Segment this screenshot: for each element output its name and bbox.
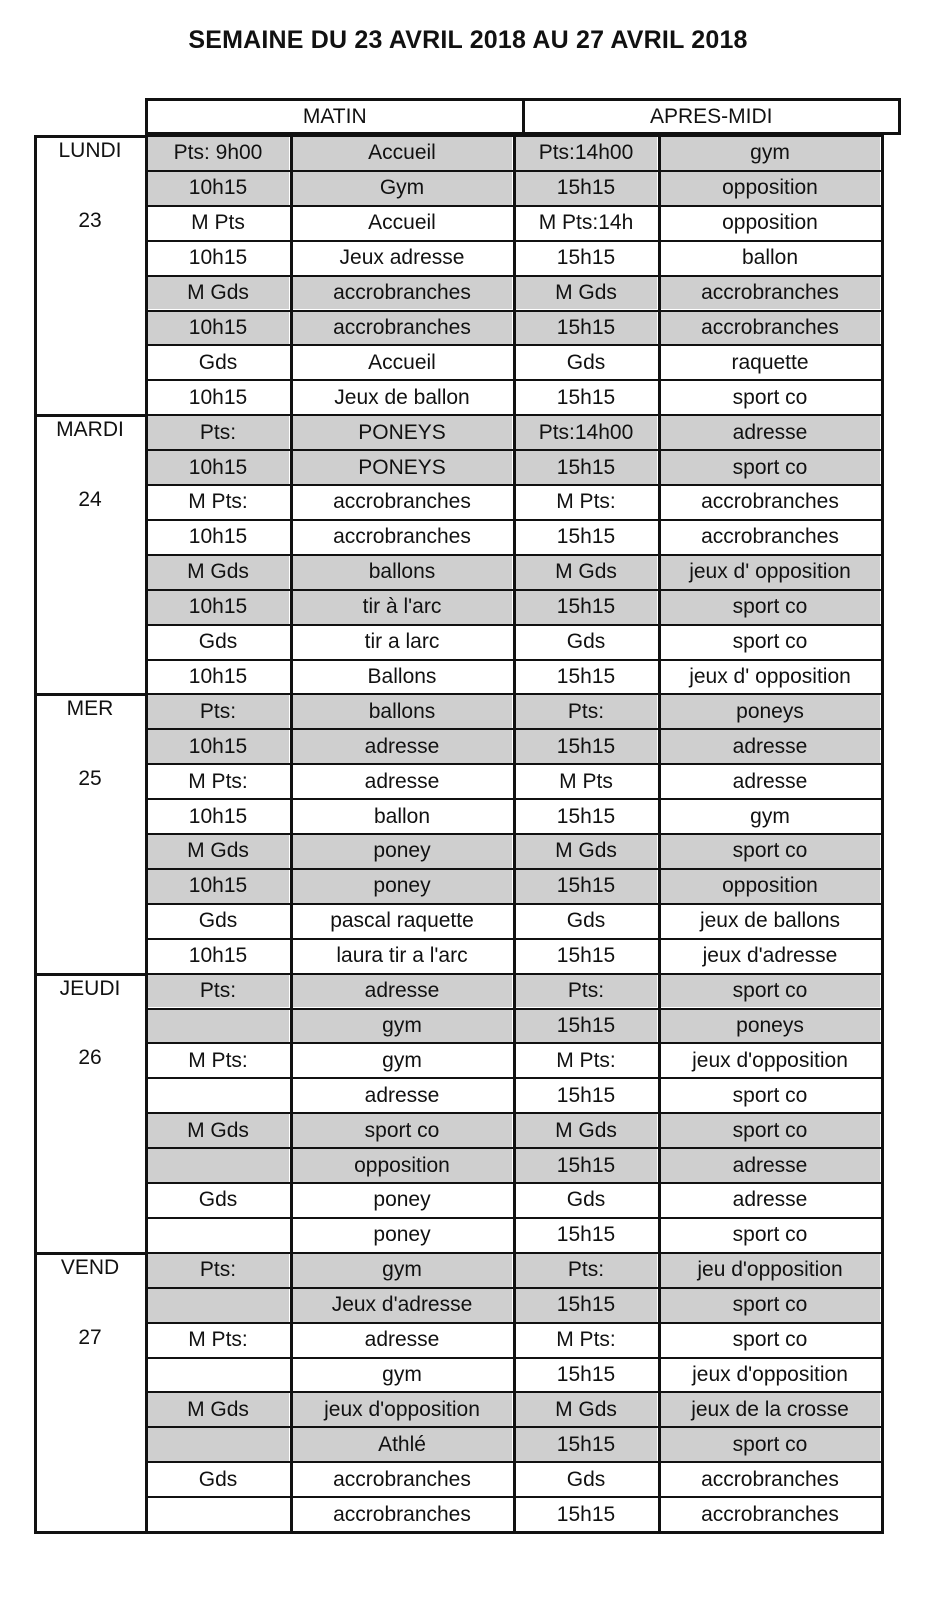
time-start-matin: 10h15 bbox=[147, 870, 289, 903]
time-start-matin: Pts: bbox=[147, 416, 289, 449]
activity-apres-midi: sport co bbox=[660, 835, 880, 868]
activity-matin: gym bbox=[382, 1362, 422, 1386]
time-start-apres-midi: M Gds bbox=[515, 277, 657, 310]
day-name: LUNDI bbox=[58, 139, 122, 162]
activity-apres-midi: adresse bbox=[660, 730, 880, 763]
time-start-matin bbox=[147, 1010, 289, 1043]
activity-apres-midi: jeux d'opposition bbox=[692, 1048, 848, 1072]
activity-apres-midi: jeux de la crosse bbox=[660, 1393, 880, 1426]
time-start-apres-midi: Gds bbox=[566, 350, 606, 374]
activity-matin: ballons bbox=[292, 695, 512, 728]
activity-apres-midi: jeux d' opposition bbox=[689, 664, 851, 688]
activity-apres-midi: accrobranches bbox=[660, 312, 880, 345]
activity-apres-midi: opposition bbox=[660, 172, 880, 205]
activity-apres-midi: sport co bbox=[732, 630, 808, 654]
time-start-apres-midi: 15h15 bbox=[515, 1010, 657, 1043]
activity-apres-midi: sport co bbox=[660, 1114, 880, 1147]
time-start-matin bbox=[147, 1359, 289, 1392]
time-start-matin: M Pts bbox=[191, 211, 245, 235]
activity-matin: accrobranches bbox=[333, 525, 471, 549]
activity-apres-midi: ballon bbox=[741, 246, 799, 270]
activity-apres-midi: sport co bbox=[660, 1428, 880, 1461]
day-name: MER bbox=[66, 697, 114, 721]
time-start-apres-midi: M Pts: bbox=[556, 490, 616, 514]
activity-matin: gym bbox=[292, 1010, 512, 1043]
page-title: SEMAINE DU 23 AVRIL 2018 AU 27 AVRIL 2018 bbox=[188, 26, 748, 54]
time-start-apres-midi: M Pts:14h bbox=[538, 211, 634, 235]
time-start-matin: M Gds bbox=[147, 1114, 289, 1147]
time-start-matin: 10h15 bbox=[147, 730, 289, 763]
time-start-apres-midi: Gds bbox=[566, 909, 606, 933]
day-separator bbox=[34, 414, 145, 417]
activity-apres-midi: poneys bbox=[660, 1010, 880, 1043]
column-border bbox=[881, 135, 884, 1533]
day-separator bbox=[34, 693, 145, 696]
time-start-apres-midi: Pts: bbox=[515, 695, 657, 728]
activity-apres-midi: sport co bbox=[732, 1223, 808, 1247]
activity-apres-midi: opposition bbox=[660, 870, 880, 903]
time-start-matin: 10h15 bbox=[188, 664, 248, 688]
activity-apres-midi: jeux d'adresse bbox=[702, 944, 838, 968]
time-start-apres-midi: 15h15 bbox=[515, 1149, 657, 1182]
time-start-matin: M Gds bbox=[147, 835, 289, 868]
column-border bbox=[145, 135, 148, 1533]
day-number: 25 bbox=[78, 767, 102, 791]
day-separator bbox=[34, 135, 145, 138]
time-start-apres-midi: 15h15 bbox=[515, 451, 657, 484]
time-start-matin: Pts: bbox=[147, 1254, 289, 1287]
activity-matin: adresse bbox=[364, 769, 440, 793]
activity-matin: opposition bbox=[292, 1149, 512, 1182]
time-start-matin: 10h15 bbox=[188, 385, 248, 409]
time-start-apres-midi: M Gds bbox=[515, 556, 657, 589]
time-start-apres-midi: M Pts bbox=[559, 769, 613, 793]
time-start-apres-midi: 15h15 bbox=[556, 385, 616, 409]
activity-apres-midi: sport co bbox=[660, 451, 880, 484]
activity-matin: Accueil bbox=[368, 350, 436, 374]
time-start-matin: 10h15 bbox=[188, 944, 248, 968]
time-start-apres-midi: 15h15 bbox=[515, 172, 657, 205]
activity-apres-midi: jeux d'opposition bbox=[692, 1362, 848, 1386]
time-start-apres-midi: 15h15 bbox=[515, 312, 657, 345]
time-start-apres-midi: M Gds bbox=[515, 835, 657, 868]
time-start-matin: Pts: bbox=[147, 975, 289, 1008]
time-start-apres-midi: 15h15 bbox=[515, 591, 657, 624]
table-bottom-border bbox=[34, 1531, 884, 1534]
activity-matin: laura tir a l'arc bbox=[336, 944, 468, 968]
time-start-apres-midi: 15h15 bbox=[556, 944, 616, 968]
time-start-matin: Gds bbox=[198, 630, 238, 654]
time-start-matin bbox=[147, 1219, 289, 1252]
activity-apres-midi: jeu d'opposition bbox=[660, 1254, 880, 1287]
time-start-matin bbox=[147, 1289, 289, 1322]
time-start-apres-midi: Gds bbox=[566, 630, 606, 654]
activity-matin: adresse bbox=[292, 975, 512, 1008]
time-start-matin: M Pts: bbox=[188, 1328, 248, 1352]
time-start-apres-midi: Pts: bbox=[515, 975, 657, 1008]
time-start-matin: 10h15 bbox=[147, 591, 289, 624]
time-start-apres-midi: M Pts: bbox=[556, 1048, 616, 1072]
activity-matin: accrobranches bbox=[292, 277, 512, 310]
time-start-matin: 10h15 bbox=[188, 246, 248, 270]
time-start-apres-midi: M Gds bbox=[515, 1393, 657, 1426]
table-header bbox=[145, 98, 901, 135]
activity-matin: adresse bbox=[364, 1328, 440, 1352]
time-start-matin: M Gds bbox=[147, 1393, 289, 1426]
activity-apres-midi: accrobranches bbox=[701, 1467, 839, 1491]
activity-matin: ballons bbox=[292, 556, 512, 589]
header-apres-midi: APRES-MIDI bbox=[649, 104, 773, 128]
activity-apres-midi: accrobranches bbox=[660, 277, 880, 310]
activity-matin: poney bbox=[292, 835, 512, 868]
activity-apres-midi: poneys bbox=[660, 695, 880, 728]
time-start-apres-midi: M Gds bbox=[515, 1114, 657, 1147]
activity-apres-midi: accrobranches bbox=[701, 490, 839, 514]
activity-apres-midi: sport co bbox=[732, 1083, 808, 1107]
day-name: VEND bbox=[60, 1255, 120, 1279]
day-name: JEUDI bbox=[59, 976, 121, 1000]
day-number: 26 bbox=[78, 1046, 102, 1070]
time-start-matin: 10h15 bbox=[188, 525, 248, 549]
activity-matin: Accueil bbox=[368, 211, 436, 235]
activity-apres-midi: opposition bbox=[722, 211, 818, 235]
day-separator bbox=[34, 1252, 145, 1255]
time-start-apres-midi: 15h15 bbox=[515, 1289, 657, 1322]
time-start-matin bbox=[147, 1079, 289, 1112]
time-start-matin: 10h15 bbox=[188, 804, 248, 828]
time-start-apres-midi: Gds bbox=[566, 1467, 606, 1491]
activity-apres-midi: sport co bbox=[660, 591, 880, 624]
day-column-left-border bbox=[34, 135, 37, 1531]
day-number: 23 bbox=[78, 208, 102, 232]
activity-matin: gym bbox=[292, 1254, 512, 1287]
activity-matin: accrobranches bbox=[333, 1502, 471, 1526]
activity-matin: poney bbox=[292, 870, 512, 903]
time-start-apres-midi: 15h15 bbox=[515, 1428, 657, 1461]
time-start-apres-midi: 15h15 bbox=[515, 870, 657, 903]
activity-matin: pascal raquette bbox=[330, 909, 474, 933]
time-start-matin: M Gds bbox=[147, 277, 289, 310]
time-start-matin: Gds bbox=[198, 350, 238, 374]
column-border bbox=[513, 135, 516, 1533]
time-start-matin: Gds bbox=[198, 909, 238, 933]
time-start-matin bbox=[147, 1498, 289, 1531]
time-start-matin: M Gds bbox=[147, 556, 289, 589]
activity-apres-midi: accrobranches bbox=[701, 525, 839, 549]
activity-apres-midi: accrobranches bbox=[701, 1502, 839, 1526]
day-separator bbox=[34, 973, 145, 976]
time-start-matin: 10h15 bbox=[147, 172, 289, 205]
activity-apres-midi: jeux d' opposition bbox=[660, 556, 880, 589]
activity-matin: Athlé bbox=[292, 1428, 512, 1461]
activity-matin: Jeux d'adresse bbox=[292, 1289, 512, 1322]
activity-apres-midi: sport co bbox=[732, 385, 808, 409]
activity-matin: gym bbox=[382, 1048, 422, 1072]
activity-matin: PONEYS bbox=[292, 451, 512, 484]
time-start-apres-midi: 15h15 bbox=[556, 246, 616, 270]
activity-matin: poney bbox=[373, 1188, 431, 1212]
time-start-matin bbox=[147, 1149, 289, 1182]
activity-apres-midi: adresse bbox=[732, 1188, 808, 1212]
column-border bbox=[658, 135, 661, 1533]
header-matin: MATIN bbox=[148, 101, 525, 132]
activity-matin: Ballons bbox=[367, 664, 437, 688]
activity-matin: sport co bbox=[292, 1114, 512, 1147]
activity-matin: Accueil bbox=[292, 137, 512, 170]
time-start-apres-midi: 15h15 bbox=[556, 1502, 616, 1526]
day-number: 27 bbox=[78, 1325, 102, 1349]
activity-matin: Jeux de ballon bbox=[334, 385, 470, 409]
activity-apres-midi: gym bbox=[750, 804, 790, 828]
time-start-matin: M Pts: bbox=[188, 1048, 248, 1072]
activity-matin: accrobranches bbox=[333, 490, 471, 514]
time-start-matin: Pts: bbox=[147, 695, 289, 728]
activity-matin: Jeux adresse bbox=[339, 246, 465, 270]
activity-apres-midi: sport co bbox=[660, 1289, 880, 1322]
time-start-apres-midi: 15h15 bbox=[556, 1083, 616, 1107]
time-start-apres-midi: Gds bbox=[566, 1188, 606, 1212]
activity-apres-midi: jeux de ballons bbox=[699, 909, 841, 933]
activity-apres-midi: raquette bbox=[731, 350, 809, 374]
day-number: 24 bbox=[78, 488, 102, 511]
time-start-apres-midi: 15h15 bbox=[556, 1362, 616, 1386]
time-start-matin: M Pts: bbox=[188, 769, 248, 793]
activity-matin: PONEYS bbox=[292, 416, 512, 449]
time-start-matin: Pts: 9h00 bbox=[147, 137, 289, 170]
time-start-apres-midi: M Pts: bbox=[556, 1328, 616, 1352]
time-start-apres-midi: 15h15 bbox=[556, 804, 616, 828]
activity-matin: accrobranches bbox=[292, 312, 512, 345]
time-start-matin: M Pts: bbox=[188, 490, 248, 514]
time-start-apres-midi: Pts:14h00 bbox=[515, 416, 657, 449]
activity-apres-midi: adresse bbox=[660, 416, 880, 449]
column-border bbox=[290, 135, 293, 1533]
time-start-apres-midi: Pts:14h00 bbox=[515, 137, 657, 170]
activity-apres-midi: sport co bbox=[660, 975, 880, 1008]
time-start-apres-midi: 15h15 bbox=[556, 525, 616, 549]
activity-apres-midi: adresse bbox=[660, 1149, 880, 1182]
time-start-apres-midi: Pts: bbox=[515, 1254, 657, 1287]
time-start-matin: 10h15 bbox=[147, 451, 289, 484]
time-start-apres-midi: 15h15 bbox=[556, 664, 616, 688]
activity-apres-midi: gym bbox=[660, 137, 880, 170]
activity-matin: tir a larc bbox=[364, 630, 440, 654]
time-start-apres-midi: 15h15 bbox=[515, 730, 657, 763]
time-start-matin: Gds bbox=[198, 1188, 238, 1212]
activity-matin: adresse bbox=[292, 730, 512, 763]
activity-matin: adresse bbox=[364, 1083, 440, 1107]
activity-matin: Gym bbox=[292, 172, 512, 205]
time-start-matin: 10h15 bbox=[147, 312, 289, 345]
activity-matin: poney bbox=[373, 1223, 431, 1247]
activity-matin: tir à l'arc bbox=[292, 591, 512, 624]
time-start-apres-midi: 15h15 bbox=[556, 1223, 616, 1247]
activity-apres-midi: adresse bbox=[732, 769, 808, 793]
activity-matin: ballon bbox=[373, 804, 431, 828]
activity-matin: accrobranches bbox=[333, 1467, 471, 1491]
day-name: MARDI bbox=[56, 418, 124, 442]
time-start-matin bbox=[147, 1428, 289, 1461]
time-start-matin: Gds bbox=[198, 1467, 238, 1491]
activity-matin: jeux d'opposition bbox=[292, 1393, 512, 1426]
activity-apres-midi: sport co bbox=[732, 1328, 808, 1352]
